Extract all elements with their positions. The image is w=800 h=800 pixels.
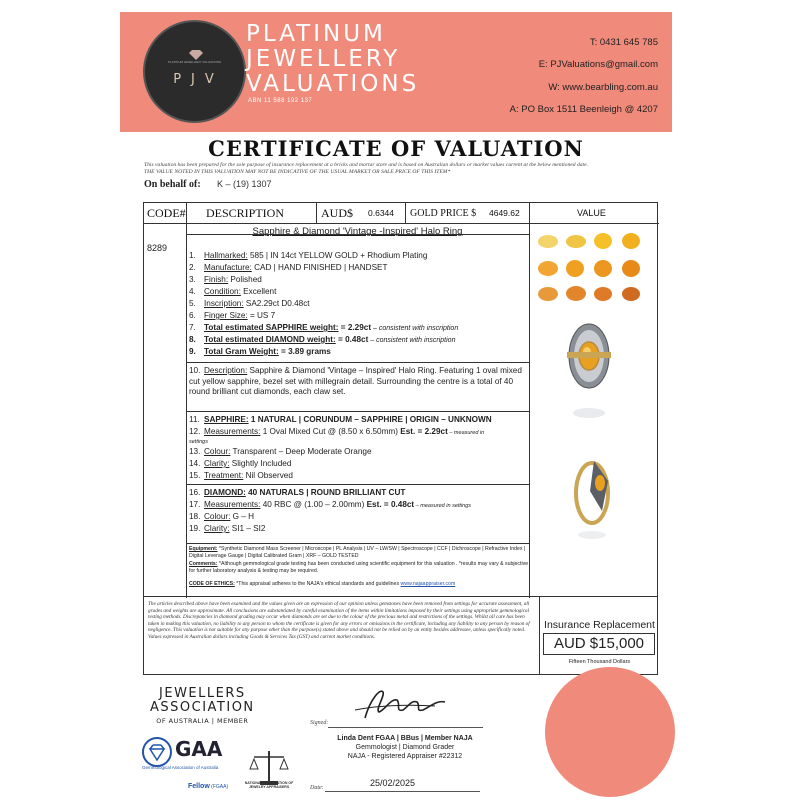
disclaimer-text: The articles described above have been examined and the values given are an expression of our opinion unless gemstones have been removed from settings for accurate assessment, all grades and weights are approximate. All conclusions are substantiated by careful examination of the items within limitations imposed by their settings using appropriate gemmological testing methods. Discrepancies in diamond grading may occur when diamonds are set due to the colour of the precious metal and restrictions of the settings. Whilst all care has been taken in making this valuation, no liability to any person to whom the certificate is given for any errors or omissions in the certificate, including any liability to any person by reason of negligence. This valuation is not suitable for any purpose other than the purpose(s) stated above and should not be relied on by an entity besides addressee, unless specifically noted. Values expressed in Australian dollars including Goods & Services Tax (GST) and current market conditions.: [148, 601, 530, 640]
row-divider: [186, 543, 529, 544]
ja-line-2: ASSOCIATION: [150, 700, 255, 715]
item-6: 6. Finger Size: = US 7: [189, 311, 276, 320]
header-code: CODE#: [147, 206, 186, 220]
sapphire-colour-chart: [536, 227, 651, 309]
row-divider: [186, 411, 529, 412]
item-11: 11. SAPPHIRE: 1 NATURAL | CORUNDUM – SAPPHIRE | ORIGIN – UNKNOWN: [189, 415, 492, 424]
item-2: 2. Manufacture: CAD | HAND FINISHED | HANDSET: [189, 263, 388, 272]
logo-text: PJV: [173, 72, 224, 87]
company-stamp: [545, 667, 675, 797]
product-title: Sapphire & Diamond 'Vintage -Inspired' Halo Ring: [252, 226, 463, 237]
gaa-logo: [142, 737, 223, 772]
header-banner: [120, 12, 672, 132]
gem-swatch: [622, 260, 640, 277]
gaa-text: GAA: [175, 737, 223, 761]
row-divider: [186, 484, 529, 485]
brand-line-3: VALUATIONS: [246, 71, 420, 97]
contact-website[interactable]: W: www.bearbling.com.au: [548, 82, 658, 93]
header-aud-label: AUD$: [321, 206, 353, 220]
gaa-subtitle: Gemmological Association of Australia: [142, 765, 219, 770]
brand-line-1: PLATINUM: [246, 21, 386, 47]
naja-link[interactable]: www.najaappraiser.com: [400, 581, 456, 587]
gem-swatch: [538, 287, 558, 301]
code-number: 8289: [147, 243, 168, 253]
date-value: 25/02/2025: [370, 778, 416, 788]
contact-phone[interactable]: T: 0431 645 785: [589, 37, 658, 48]
gem-swatch: [594, 260, 612, 277]
header-aud-value: 0.6344: [368, 208, 394, 218]
item-12: 12. Measurements: 1 Oval Mixed Cut @ (8.50 x 6.50mm) Est. = 2.29ct – measured in: [189, 427, 485, 436]
item-13: 13. Colour: Transparent – Deep Moderate Orange: [189, 447, 372, 456]
date-line: [325, 791, 480, 792]
gem-swatch: [594, 233, 612, 249]
certificate-title: CERTIFICATE OF VALUATION: [208, 136, 584, 161]
insurance-words: Fifteen Thousand Dollars: [568, 659, 631, 665]
contact-email[interactable]: E: PJValuations@gmail.com: [538, 59, 658, 70]
gaa-emblem-icon: [142, 737, 172, 767]
insurance-amount: AUD $15,000: [543, 633, 655, 655]
item-18: 18. Colour: G – H: [189, 512, 255, 521]
item-1: 1. Hallmarked: 585 | IN 14ct YELLOW GOLD + Rhodium Plating: [189, 251, 428, 260]
row-divider: [144, 223, 659, 224]
valuation-table: [143, 202, 658, 597]
gem-swatch: [566, 286, 586, 301]
insurance-box: [539, 597, 659, 675]
appraiser-name: Linda Dent FGAA | BBus | Member NAJA: [337, 735, 473, 742]
appraiser-title: Gemmologist | Diamond Grader: [355, 744, 455, 751]
ja-line-3: OF AUSTRALIA | MEMBER: [156, 717, 249, 725]
contact-address: A: PO Box 1511 Beenleigh @ 4207: [509, 104, 658, 115]
item-8: 8. Total estimated DIAMOND weight: = 0.48ct – consistent with inscription: [189, 335, 456, 344]
gem-swatch: [566, 260, 584, 277]
disclaimer-section: [143, 597, 658, 675]
naja-label: NATIONAL ASSOCIATION OF JEWELRY APPRAISERS: [244, 781, 294, 789]
behalf-value: K – (19) 1307: [217, 179, 272, 189]
item-4: 4. Condition: Excellent: [189, 287, 277, 296]
ja-line-1: JEWELLERS: [159, 686, 246, 701]
gem-swatch: [566, 235, 586, 248]
item-16: 16. DIAMOND: 40 NATURALS | ROUND BRILLIANT CUT: [189, 488, 406, 497]
col-divider: [316, 203, 317, 223]
appraiser-details: [330, 734, 480, 761]
item-9: 9. Total Gram Weight: = 3.89 grams: [189, 347, 331, 356]
ring-side-image: [564, 451, 624, 546]
item-15: 15. Treatment: Nil Observed: [189, 471, 293, 480]
signature-image: [345, 680, 455, 725]
signature-line: [328, 727, 483, 728]
gem-swatch: [538, 261, 558, 276]
certificate-page: [120, 12, 672, 792]
appraiser-registration: NAJA - Registered Appraiser #22312: [347, 753, 463, 760]
ethics-note: CODE OF ETHICS: *This appraisal adheres to the NAJA's ethical standards and guidelines www.najaappraiser.com: [189, 581, 456, 587]
item-7: 7. Total estimated SAPPHIRE weight: = 2.29ct – consistent with inscription: [189, 323, 459, 332]
gem-swatch: [622, 233, 640, 249]
item-12-note: settings: [189, 439, 208, 445]
signed-label: Signed:: [310, 720, 329, 726]
date-label: Date:: [310, 785, 324, 791]
item-10-description: 10. Description: Sapphire & Diamond 'Vintage – Inspired' Halo Ring. Featuring 1 oval mixed cut yellow sapphire, bezel set with millegrain detail. Surrounding the centre is a total of 40 round brilliant cut diamonds, each claw set.: [189, 366, 522, 396]
gem-swatch: [538, 235, 558, 248]
abn-number: ABN 11 588 192 137: [248, 98, 313, 104]
header-value: VALUE: [577, 208, 606, 218]
row-divider: [186, 362, 529, 363]
header-gold-label: GOLD PRICE $: [410, 208, 477, 219]
brand-line-2: JEWELLERY: [246, 46, 401, 72]
col-divider: [186, 203, 187, 598]
item-5: 5. Inscription: SA2.29ct D0.48ct: [189, 299, 310, 308]
header-gold-value: 4649.62: [489, 208, 520, 218]
gem-swatch: [622, 287, 640, 301]
item-19: 19. Clarity: SI1 – SI2: [189, 524, 266, 533]
jewellers-association-logo: [150, 687, 255, 725]
behalf-label: On behalf of:: [144, 179, 201, 190]
brand-name: [246, 22, 419, 97]
pjv-logo: [143, 20, 246, 123]
col-divider: [405, 203, 406, 223]
comments-note: Comments: *Although gemmological grade testing has been conducted using scientific equipment for this valuation . *results may vary & subjective for further laboratory analysis & testing may be required.: [189, 561, 529, 574]
insurance-title: Insurance Replacement: [544, 619, 655, 631]
intro-line-2: THE VALUE NOTED IN THIS VALUATION MAY NOT BE INDICATIVE OF THE USUAL MARKET OR SALE PRICE OF THIS ITEM*: [144, 169, 451, 175]
intro-text: [144, 162, 664, 176]
gem-swatch: [594, 287, 612, 301]
col-divider: [529, 203, 530, 598]
intro-line-1: This valuation has been prepared for the sole purpose of insurance replacement at a bricks and mortar store and is based on Australian dollars or market values current at the below mentioned date.: [144, 162, 588, 168]
header-description: DESCRIPTION: [206, 206, 285, 220]
item-3: 3. Finish: Polished: [189, 275, 262, 284]
diamond-icon: [189, 50, 203, 60]
fellow-label: Fellow (FGAA): [188, 783, 229, 790]
ring-front-image: [559, 318, 619, 428]
logo-small-text: PLATINUM JEWELLERY VALUATIONS: [168, 60, 221, 64]
equipment-note: Equipment: *Synthetic Diamond Mass Screener | Microscope | PL Analysis | UV – LW/SW | Spectroscope | CCF | Dichroscope | Refractive Index | Digital Leverage Gauge | Digital Calibrated Gram | XRF – GOLD TESTED: [189, 546, 526, 559]
item-14: 14. Clarity: Slightly Included: [189, 459, 292, 468]
item-17: 17. Measurements: 40 RBC @ (1.00 – 2.00mm) Est. = 0.48ct – measured in settings: [189, 500, 472, 509]
